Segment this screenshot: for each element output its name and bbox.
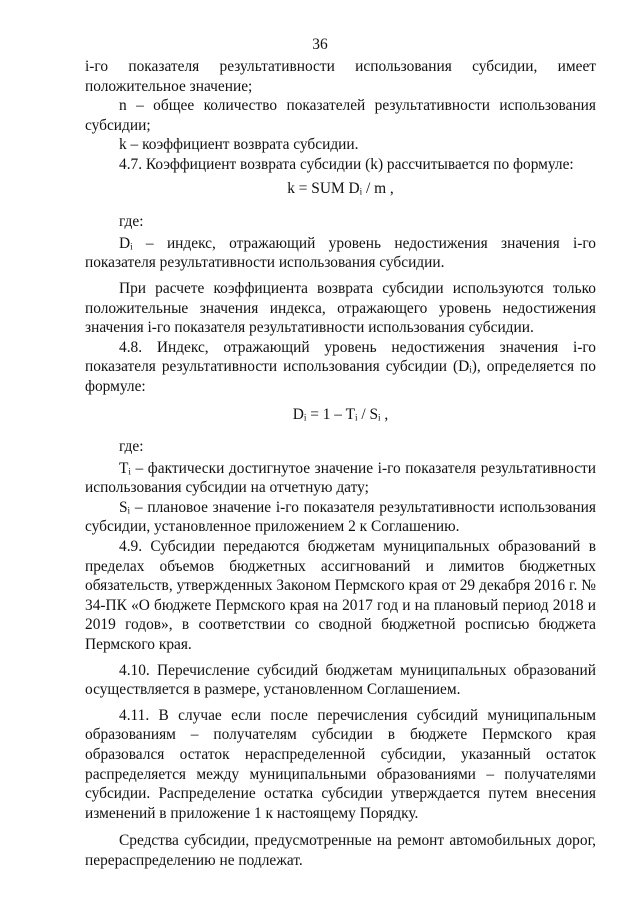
paragraph: Средства субсидии, предусмотренные на ремонт автомобильных дорог, перераспределению не подлежат. (85, 832, 596, 869)
paragraph: k – коэффициент возврата субсидии. (119, 136, 359, 154)
paragraph: i-го показателя результативности использования субсидии, имеет положительное значение; (85, 58, 596, 95)
paragraph: Sᵢ – плановое значение i-го показателя результативности использования субсидии, установленное приложением 2 к Соглашению. (85, 498, 596, 536)
paragraph: Dᵢ – индекс, отражающий уровень недостижения значения i-го показателя результативности использования субсидии. (85, 234, 596, 272)
formula: Dᵢ = 1 – Tᵢ / Sᵢ , (292, 405, 389, 423)
paragraph: где: (119, 213, 144, 231)
page-number: 36 (312, 36, 328, 53)
paragraph: 4.7. Коэффициент возврата субсидии (k) рассчитывается по формуле: (119, 155, 574, 173)
document-body (85, 57, 596, 871)
formula: k = SUM Dᵢ / m , (287, 179, 394, 197)
paragraph: При расчете коэффициента возврата субсидии используются только положительные значения индекса, отражающего уровень недостижения значения i-го показателя результативности использования субсидии. (85, 279, 596, 337)
paragraph: 4.11. В случае если после перечисления субсидий муниципальным образованиям – получателям субсидии в бюджете Пермского края образовался остаток нераспределенной субсидии, указанный остаток распределяется между муниципальными образованиями – получателями субсидии. Распределение остатка субсидии утверждается путем внесения изменений в приложение 1 к настоящему Порядку. (85, 706, 596, 822)
paragraph: Tᵢ – фактически достигнутое значение i-го показателя результативности использования субсидии на отчетную дату; (85, 459, 596, 497)
paragraph: где: (119, 438, 144, 456)
paragraph: 4.9. Субсидии передаются бюджетам муниципальных образований в пределах объемов бюджетных ассигнований и лимитов бюджетных обязательств, утвержденных Законом Пермского края от 29 декабря 2016 г. № 34-ПК «О бюджете Пермского края на 2017 год и на плановый период 2018 и 2019 годов», в соответствии со сводной бюджетной росписью бюджета Пермского края. (85, 538, 596, 654)
paragraph: 4.10. Перечисление субсидий бюджетам муниципальных образований осуществляется в размере, установленном Соглашением. (85, 661, 596, 699)
paragraph: 4.8. Индекс, отражающий уровень недостижения значения i-го показателя результативности использования субсидии (Dᵢ), определяется по формуле: (85, 338, 596, 395)
paragraph: n – общее количество показателей результативности использования субсидии; (85, 97, 596, 134)
